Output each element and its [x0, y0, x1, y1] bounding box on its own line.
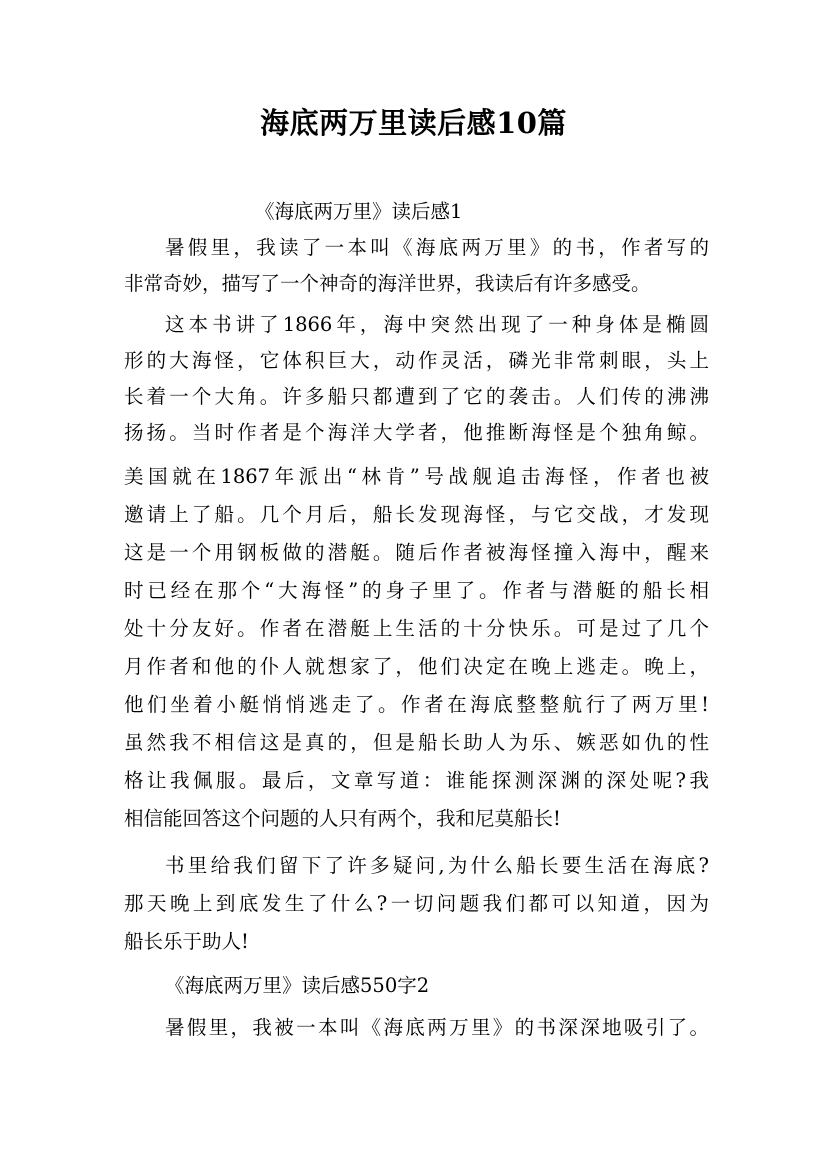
paragraph-line: 邀请上了船。几个月后，船长发现海怪，与它交战，才发现 — [124, 503, 709, 526]
paragraph-line: 美国就在1867年派出“林肯”号战舰追击海怪，作者也被 — [124, 465, 709, 488]
paragraph-line: 那天晚上到底发生了什么?一切问题我们都可以知道，因为 — [124, 892, 709, 915]
paragraph-line: 月作者和他的仆人就想家了，他们决定在晚上逃走。晚上， — [124, 655, 709, 678]
paragraph-line: 长着一个大角。许多船只都遭到了它的袭击。人们传的沸沸 — [124, 385, 709, 408]
paragraph-line: 虽然我不相信这是真的，但是船长助人为乐、嫉恶如仇的性 — [124, 731, 709, 754]
paragraph-line: 处十分友好。作者在潜艇上生活的十分快乐。可是过了几个 — [124, 617, 709, 640]
paragraph-line: 书里给我们留下了许多疑问,为什么船长要生活在海底? — [165, 854, 709, 877]
paragraph-line: 时已经在那个“大海怪”的身子里了。作者与潜艇的船长相 — [124, 579, 709, 602]
paragraph-line: 船长乐于助人! — [124, 930, 249, 953]
paragraph-line: 这本书讲了1866年，海中突然出现了一种身体是椭圆 — [165, 313, 709, 336]
document-title: 海底两万里读后感10篇 — [260, 106, 567, 140]
paragraph-line: 暑假里，我被一本叫《海底两万里》的书深深地吸引了。 — [165, 1016, 709, 1039]
paragraph-line: 非常奇妙，描写了一个神奇的海洋世界，我读后有许多感受。 — [124, 272, 651, 295]
paragraph-line: 他们坐着小艇悄悄逃走了。作者在海底整整航行了两万里! — [124, 693, 709, 716]
paragraph-line: 形的大海怪，它体积巨大，动作灵活，磷光非常刺眼，头上 — [124, 349, 709, 372]
paragraph-line: 相信能回答这个问题的人只有两个，我和尼莫船长! — [124, 807, 561, 830]
section-heading-2: 《海底两万里》读后感550字2 — [165, 974, 430, 997]
paragraph-line: 这是一个用钢板做的潜艇。随后作者被海怪撞入海中，醒来 — [124, 541, 709, 564]
paragraph-line: 格让我佩服。最后，文章写道：谁能探测深渊的深处呢?我 — [124, 769, 709, 792]
section-heading-1: 《海底两万里》读后感1 — [255, 200, 463, 223]
paragraph-line: 暑假里，我读了一本叫《海底两万里》的书，作者写的 — [165, 236, 709, 259]
paragraph-line: 扬扬。当时作者是个海洋大学者，他推断海怪是个独角鲸。 — [124, 421, 709, 444]
